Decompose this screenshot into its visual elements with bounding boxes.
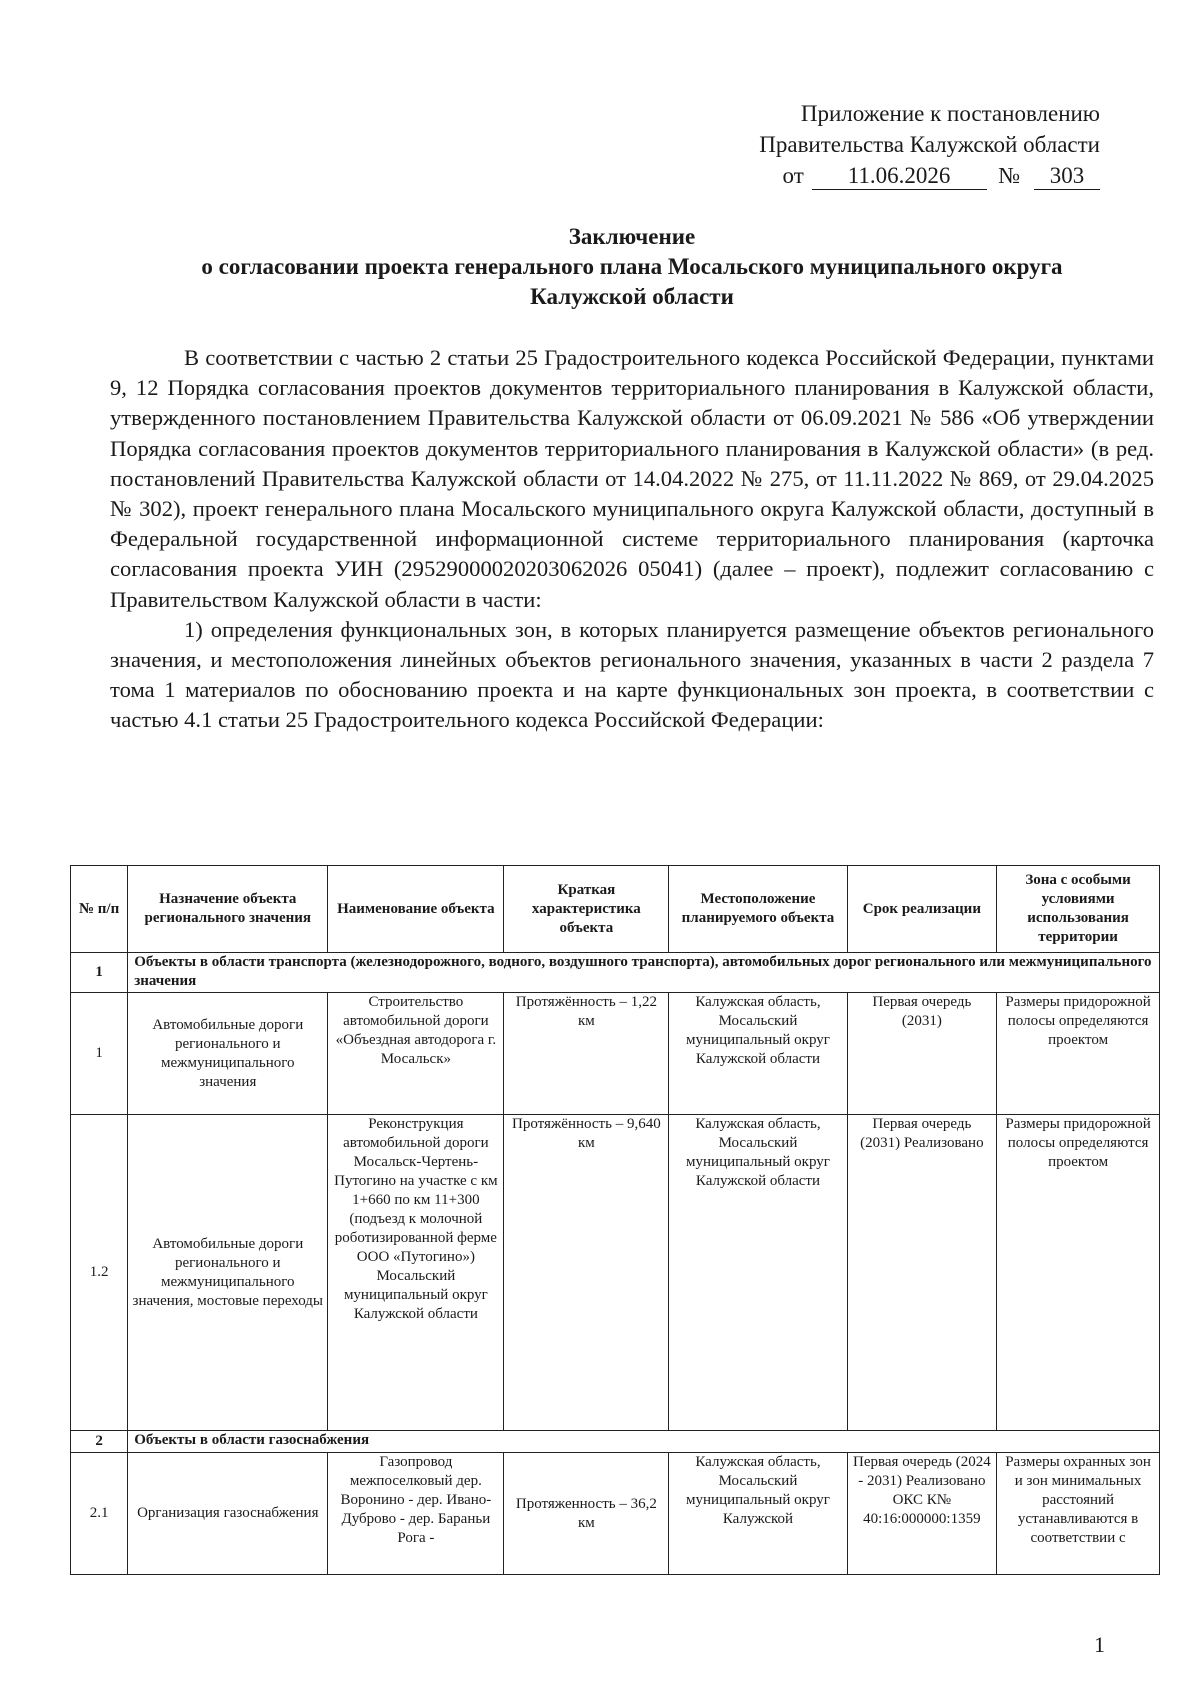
row-purpose: Автомобильные дороги регионального и межмуниципального значения bbox=[128, 993, 328, 1115]
objects-table bbox=[70, 865, 1160, 1575]
row-zone: Размеры придорожной полосы определяются проектом bbox=[997, 1115, 1160, 1431]
row-location: Калужская область, Мосальский муниципальный округ Калужской области bbox=[669, 1115, 847, 1431]
row-name: Реконструкция автомобильной дороги Мосальск-Чертень-Путогино на участке с км 1+660 по км 11+300 (подъезд к молочной роботизированной ферме ООО «Путогино») Мосальский муниципальный округ Калужской области bbox=[328, 1115, 504, 1431]
body-text bbox=[110, 343, 1154, 736]
row-term: Первая очередь (2031) Реализовано bbox=[847, 1115, 997, 1431]
section-row bbox=[71, 1431, 1160, 1453]
section-row bbox=[71, 953, 1160, 993]
row-name: Строительство автомобильной дороги «Объездная автодорога г. Мосальск» bbox=[328, 993, 504, 1115]
row-short: Протяжённость – 1,22 км bbox=[504, 993, 669, 1115]
title-line-3: Калужской области bbox=[530, 284, 734, 309]
row-num: 1 bbox=[71, 993, 128, 1115]
row-term: Первая очередь (2031) bbox=[847, 993, 997, 1115]
header-location: Местоположение планируемого объекта bbox=[669, 866, 847, 953]
paragraph-2: 1) определения функциональных зон, в которых планируется размещение объектов регионального значения, и местоположения линейных объектов регионального значения, указанных в части 2 раздела 7 тома 1 материалов по обоснованию проекта и на карте функциональных зон проекта, в соответствии с частью 4.1 статьи 25 Градостроительного кодекса Российской Федерации: bbox=[110, 616, 1154, 733]
header-term: Срок реализации bbox=[847, 866, 997, 953]
row-short: Протяжённость – 9,640 км bbox=[504, 1115, 669, 1431]
row-num: 2.1 bbox=[71, 1453, 128, 1575]
title-line-2: о согласовании проекта генерального плана Мосальского муниципального округа bbox=[201, 254, 1063, 279]
resolution-date: 11.06.2026 bbox=[812, 163, 987, 190]
row-location: Калужская область, Мосальский муниципальный округ Калужской области bbox=[669, 993, 847, 1115]
number-sign: № bbox=[998, 163, 1021, 188]
header-zone: Зона с особыми условиями использования территории bbox=[997, 866, 1160, 953]
header-short: Краткая характеристика объекта bbox=[504, 866, 669, 953]
header-name: Наименование объекта bbox=[328, 866, 504, 953]
header-purpose: Назначение объекта регионального значения bbox=[128, 866, 328, 953]
section-num: 2 bbox=[71, 1431, 128, 1453]
section-num: 1 bbox=[71, 953, 128, 993]
row-purpose: Автомобильные дороги регионального и межмуниципального значения, мостовые переходы bbox=[128, 1115, 328, 1431]
row-zone: Размеры охранных зон и зон минимальных расстояний устанавливаются в соответствии с bbox=[1005, 1454, 1151, 1546]
row-location: Калужская область, Мосальский муниципальный округ Калужской bbox=[686, 1454, 830, 1527]
appendix-header bbox=[759, 98, 1100, 191]
from-label: от bbox=[782, 163, 804, 188]
section-title: Объекты в области газоснабжения bbox=[128, 1431, 1160, 1453]
row-purpose: Организация газоснабжения bbox=[128, 1453, 328, 1575]
appendix-line-2: Правительства Калужской области bbox=[759, 132, 1100, 157]
table-header-row bbox=[71, 866, 1160, 953]
appendix-date-line bbox=[759, 160, 1100, 191]
page-number: 1 bbox=[1094, 1632, 1105, 1657]
document-title bbox=[110, 222, 1154, 312]
row-short: Протяженность – 36,2 км bbox=[504, 1453, 669, 1575]
table-row bbox=[71, 1453, 1160, 1575]
appendix-line-1: Приложение к постановлению bbox=[800, 101, 1100, 126]
title-line-1: Заключение bbox=[568, 224, 696, 249]
table-row bbox=[71, 1115, 1160, 1431]
row-name: Газопровод межпоселковый дер. Воронино - дер. Ивано-Дуброво - дер. Бараньи Рога - bbox=[340, 1454, 492, 1546]
table-row bbox=[71, 993, 1160, 1115]
paragraph-1: В соответствии с частью 2 статьи 25 Градостроительного кодекса Российской Федерации, пунктами 9, 12 Порядка согласования проектов документов территориального планирования в Калужской области, утвержденного постановлением Правительства Калужской области от 06.09.2021 № 586 «Об утверждении Порядка согласования проектов документов территориального планирования в Калужской области» (в ред. постановлений Правительства Калужской области от 14.04.2022 № 275, от 11.11.2022 № 869, от 29.04.2025 № 302), проект генерального плана Мосальского муниципального округа Калужской области, доступный в Федеральной государственной информационной системе территориального планирования (карточка согласования проекта УИН (29529000020203062026 05041) (далее – проект), подлежит согласованию с Правительством Калужской области в части: bbox=[110, 345, 1154, 612]
row-term: Первая очередь (2024 - 2031) Реализовано ОКС К№ 40:16:000000:1359 bbox=[853, 1454, 991, 1527]
row-zone: Размеры придорожной полосы определяются проектом bbox=[997, 993, 1160, 1115]
resolution-number: 303 bbox=[1034, 163, 1100, 190]
section-title: Объекты в области транспорта (железнодорожного, водного, воздушного транспорта), автомобильных дорог регионального или межмуниципального значения bbox=[128, 953, 1160, 993]
header-num: № п/п bbox=[71, 866, 128, 953]
row-num: 1.2 bbox=[71, 1115, 128, 1431]
